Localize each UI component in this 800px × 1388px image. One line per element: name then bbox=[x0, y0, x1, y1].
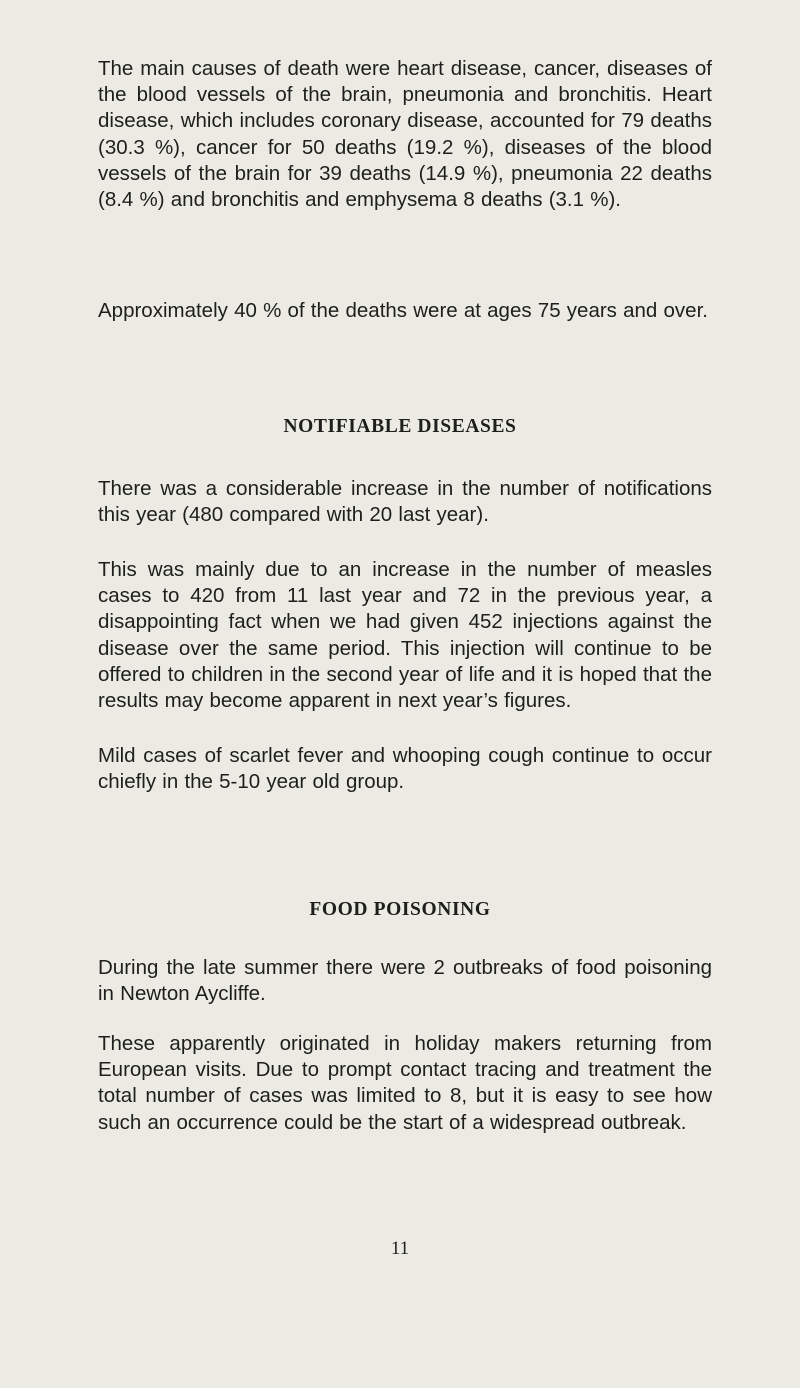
measles-paragraph: This was mainly due to an increase in the number of measles cases to 420 from 11 last year and 72 in the previous year, a disappointing fact when we had given 452 injections against the disease over the same period. This injection will continue to be offered to children in the second year of life and it is hoped that the results may become apparent in next year’s figures. bbox=[98, 558, 712, 713]
page-number: 11 bbox=[390, 1238, 410, 1259]
scarlet-fever-paragraph: Mild cases of scarlet fever and whooping cough continue to occur chiefly in the 5-10 year old group. bbox=[98, 744, 712, 794]
outbreaks-paragraph: During the late summer there were 2 outbreaks of food poisoning in Newton Aycliffe. bbox=[98, 956, 712, 1006]
notifiable-diseases-heading: NOTIFIABLE DISEASES bbox=[283, 416, 517, 437]
food-poisoning-heading: FOOD POISONING bbox=[309, 899, 491, 920]
causes-of-death-paragraph: The main causes of death were heart disease, cancer, diseases of the blood vessels of the brain, pneumonia and bronchitis. Heart disease, which includes coronary disease, accounted for 79 deaths (30.3 %), cancer for 50 deaths (19.2 %), diseases of the blood vessels of the brain for 39 deaths (14.9 %), pneumonia 22 deaths (8.4 %) and bronchitis and emphysema 8 deaths (3.1 %). bbox=[98, 57, 712, 212]
notifications-paragraph: There was a considerable increase in the number of notifications this year (480 compared with 20 last year). bbox=[98, 477, 712, 527]
origin-paragraph: These apparently originated in holiday makers returning from European visits. Due to prompt contact tracing and treatment the total number of cases was limited to 8, but it is easy to see how such an occurrence could be the start of a widespread outbreak. bbox=[98, 1032, 712, 1134]
age-deaths-paragraph: Approximately 40 % of the deaths were at ages 75 years and over. bbox=[98, 299, 708, 322]
